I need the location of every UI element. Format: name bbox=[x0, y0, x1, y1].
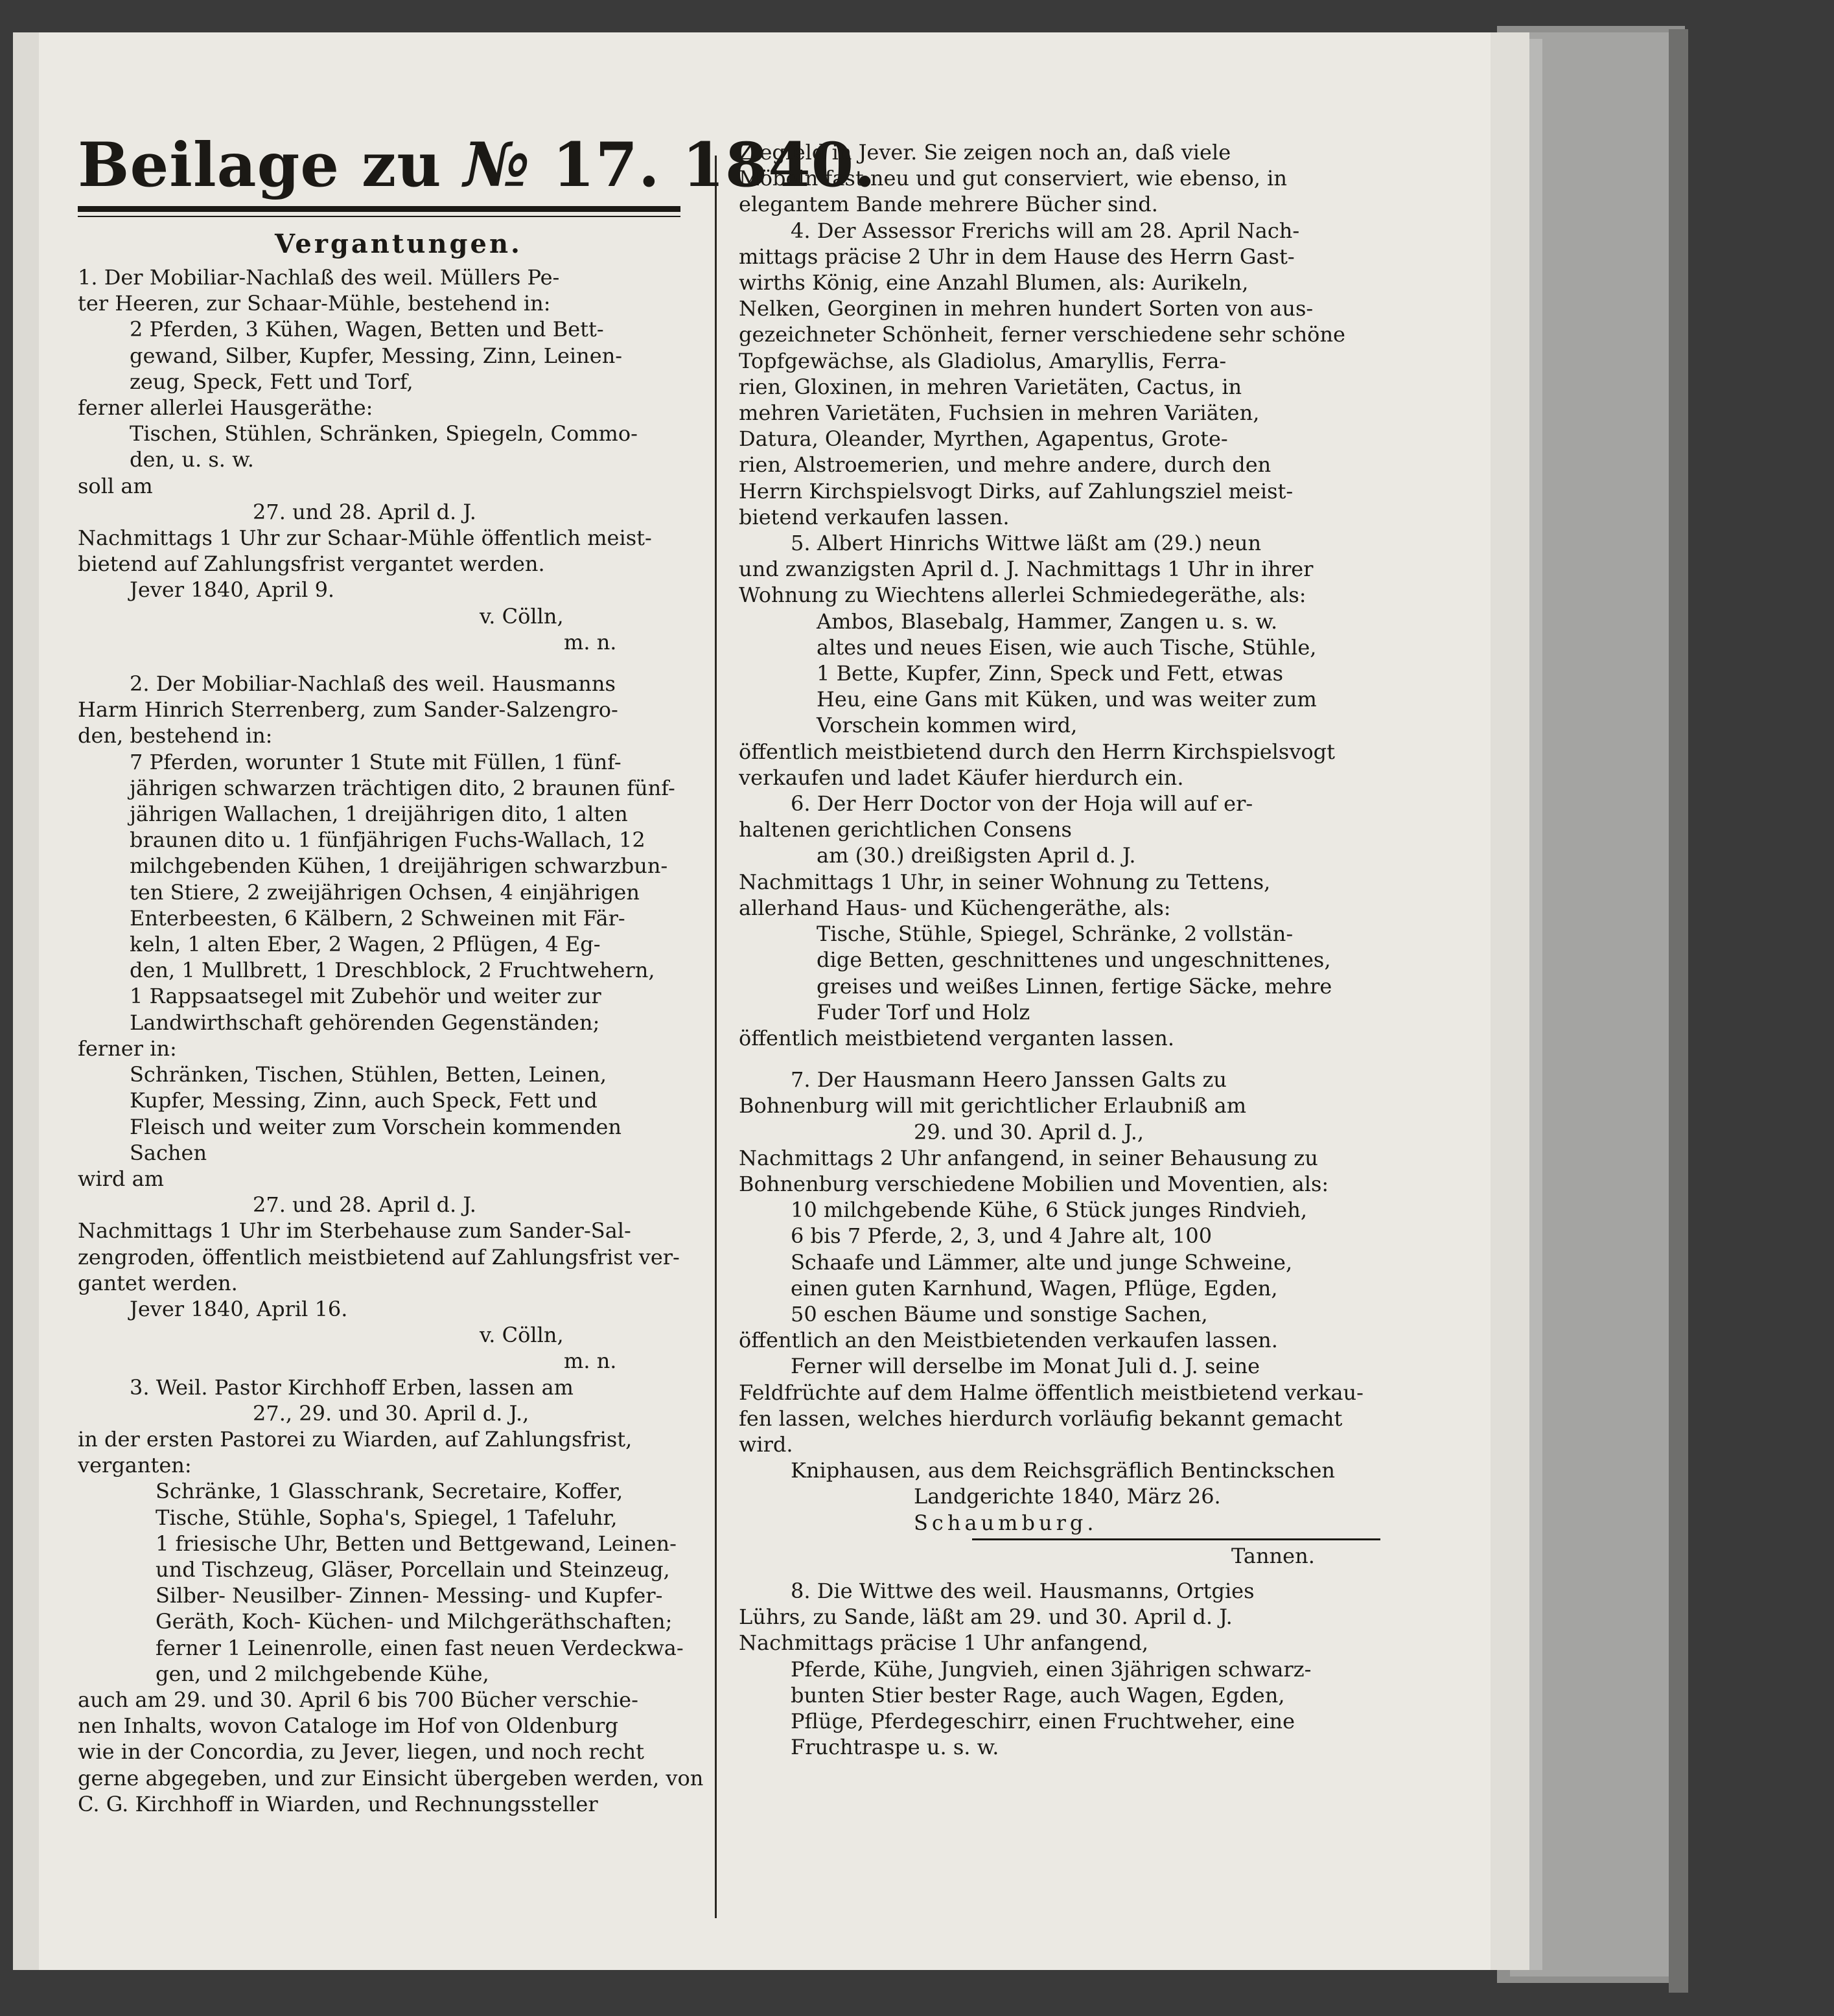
text-line: allerhand Haus- und Küchengeräthe, als: bbox=[739, 895, 1171, 920]
text-line: ferner in: bbox=[78, 1036, 177, 1061]
text-line: Ferner will derselbe im Monat Juli d. J. seine bbox=[791, 1354, 1260, 1379]
text-line: Schränke, 1 Glasschrank, Secretaire, Koffer, bbox=[156, 1479, 623, 1504]
text-line: Jever 1840, April 16. bbox=[130, 1296, 348, 1321]
text-line: 1 Bette, Kupfer, Zinn, Speck und Fett, etwas bbox=[817, 661, 1284, 686]
text-line: öffentlich an den Meistbietenden verkaufen lassen. bbox=[739, 1328, 1278, 1353]
text-line: 10 milchgebende Kühe, 6 Stück junges Rindvieh, bbox=[791, 1198, 1307, 1223]
text-line: und Tischzeug, Gläser, Porcellain und Steinzeug, bbox=[156, 1557, 670, 1582]
text-line: Feldfrüchte auf dem Halme öffentlich meistbietend verkau- bbox=[739, 1380, 1364, 1405]
text-line: v. Cölln, bbox=[480, 603, 564, 629]
text-line: den, 1 Mullbrett, 1 Dreschblock, 2 Fruchtwehern, bbox=[130, 958, 655, 983]
text-line: ferner allerlei Hausgeräthe: bbox=[78, 395, 373, 421]
text-line: Kniphausen, aus dem Reichsgräflich Bentinckschen bbox=[791, 1458, 1335, 1483]
text-line: mittags präcise 2 Uhr in dem Hause des Herrn Gast- bbox=[739, 244, 1295, 269]
text-line: Ziegfeld in Jever. Sie zeigen noch an, daß viele bbox=[739, 140, 1231, 165]
text-line: Wohnung zu Wiechtens allerlei Schmiedegeräthe, als: bbox=[739, 583, 1306, 608]
text-line: Tische, Stühle, Sopha's, Spiegel, 1 Tafeluhr, bbox=[156, 1505, 618, 1530]
closing-name: Tannen. bbox=[1231, 1543, 1315, 1568]
text-line: Ambos, Blasebalg, Hammer, Zangen u. s. w. bbox=[817, 608, 1278, 634]
text-line: Enterbeesten, 6 Kälbern, 2 Schweinen mit Fär- bbox=[130, 905, 625, 931]
text-line: haltenen gerichtlichen Consens bbox=[739, 817, 1072, 842]
text-line: Tischen, Stühlen, Schränken, Spiegeln, Commo- bbox=[130, 421, 638, 446]
text-line: braunen dito u. 1 fünfjährigen Fuchs-Wallach, 12 bbox=[130, 828, 645, 853]
text-line: Fruchtraspe u. s. w. bbox=[791, 1735, 999, 1760]
text-line: Geräth, Koch- Küchen- und Milchgeräthschaften; bbox=[156, 1609, 673, 1634]
text-line: rien, Alstroemerien, und mehre andere, durch den bbox=[739, 452, 1271, 478]
text-line: auch am 29. und 30. April 6 bis 700 Bücher verschie- bbox=[78, 1687, 638, 1712]
text-line: rien, Gloxinen, in mehren Varietäten, Cactus, in bbox=[739, 374, 1242, 399]
text-line: 3. Weil. Pastor Kirchhoff Erben, lassen am bbox=[130, 1374, 574, 1400]
text-line: Lührs, zu Sande, läßt am 29. und 30. April d. J. bbox=[739, 1605, 1233, 1630]
text-line: Sachen bbox=[130, 1140, 207, 1165]
text-line: öffentlich meistbietend verganten lassen. bbox=[739, 1025, 1175, 1050]
text-line: 7 Pferden, worunter 1 Stute mit Füllen, 1 fünf- bbox=[130, 749, 621, 774]
text-line: C. G. Kirchhoff in Wiarden, und Rechnungssteller bbox=[78, 1791, 598, 1816]
text-line: Herrn Kirchspielsvogt Dirks, auf Zahlungsziel meist- bbox=[739, 478, 1294, 504]
text-line: 6 bis 7 Pferde, 2, 3, und 4 Jahre alt, 100 bbox=[791, 1223, 1213, 1249]
notice-8-text bbox=[739, 1578, 1413, 1760]
title-prefix: Beilage zu bbox=[78, 130, 442, 201]
text-line: nen Inhalts, wovon Cataloge im Hof von Oldenburg bbox=[78, 1713, 618, 1739]
text-line: ter Heeren, zur Schaar-Mühle, bestehend in: bbox=[78, 291, 551, 316]
text-line: Harm Hinrich Sterrenberg, zum Sander-Salzengro- bbox=[78, 697, 618, 723]
text-line: Fleisch und weiter zum Vorschein kommenden bbox=[130, 1114, 621, 1139]
text-line: Nachmittags 2 Uhr anfangend, in seiner Behausung zu bbox=[739, 1145, 1318, 1170]
text-line: bietend auf Zahlungsfrist vergantet werden. bbox=[78, 551, 545, 577]
text-line: m. n. bbox=[564, 1349, 617, 1374]
text-line: bunten Stier bester Rage, auch Wagen, Egden, bbox=[791, 1682, 1285, 1708]
text-line: 1 Rappsaatsegel mit Zubehör und weiter zur bbox=[130, 984, 601, 1009]
text-line: ferner 1 Leinenrolle, einen fast neuen Verdeckwa- bbox=[156, 1635, 684, 1660]
text-line: 1. Der Mobiliar-Nachlaß des weil. Müllers Pe- bbox=[78, 265, 560, 290]
text-line: wird. bbox=[739, 1431, 793, 1457]
issue-year: 1840. bbox=[682, 130, 876, 201]
text-line: bietend verkaufen lassen. bbox=[739, 504, 1010, 529]
text-line: verkaufen und ladet Käufer hierdurch ein. bbox=[739, 765, 1184, 790]
text-line: den, bestehend in: bbox=[78, 723, 273, 748]
right-column bbox=[739, 139, 1413, 1760]
text-line: Nachmittags 1 Uhr im Sterbehause zum Sander-Sal- bbox=[78, 1218, 631, 1244]
text-line: 5. Albert Hinrichs Wittwe läßt am (29.) neun bbox=[791, 531, 1262, 556]
text-line: 27. und 28. April d. J. bbox=[253, 1192, 476, 1218]
text-line: Schaafe und Lämmer, alte und junge Schweine, bbox=[791, 1249, 1293, 1275]
text-line: mehren Varietäten, Fuchsien in mehren Variäten, bbox=[739, 400, 1260, 426]
text-line: 8. Die Wittwe des weil. Hausmanns, Ortgies bbox=[791, 1578, 1255, 1603]
text-line: greises und weißes Linnen, fertige Säcke, mehre bbox=[817, 973, 1332, 999]
text-line: Schaumburg. bbox=[914, 1510, 1098, 1535]
text-line: öffentlich meistbietend durch den Herrn Kirchspielsvogt bbox=[739, 739, 1335, 764]
text-line: Nachmittags präcise 1 Uhr anfangend, bbox=[739, 1630, 1149, 1656]
text-line: jährigen schwarzen trächtigen dito, 2 braunen fünf- bbox=[130, 775, 675, 800]
text-line: gerne abgegeben, und zur Einsicht übergeben werden, von bbox=[78, 1765, 704, 1790]
text-line: verganten: bbox=[78, 1453, 192, 1478]
text-line: Bohnenburg will mit gerichtlicher Erlaubniß am bbox=[739, 1093, 1247, 1118]
text-line: 29. und 30. April d. J., bbox=[914, 1119, 1144, 1144]
text-line: den, u. s. w. bbox=[130, 447, 254, 472]
text-line: gantet werden. bbox=[78, 1270, 238, 1295]
text-line: elegantem Bande mehrere Bücher sind. bbox=[739, 192, 1158, 217]
text-line: Pflüge, Pferdegeschirr, einen Fruchtweher, eine bbox=[791, 1708, 1295, 1733]
text-line: jährigen Wallachen, 1 dreijährigen dito, 1 alten bbox=[130, 802, 628, 827]
right-column-text bbox=[739, 139, 1413, 1536]
text-line: dige Betten, geschnittenes und ungeschnittenes, bbox=[817, 947, 1331, 973]
text-line: zeug, Speck, Fett und Torf, bbox=[130, 369, 413, 394]
text-line: 27., 29. und 30. April d. J., bbox=[253, 1400, 529, 1426]
text-line: Landwirthschaft gehörenden Gegenständen; bbox=[130, 1010, 600, 1035]
text-line: fen lassen, welches hierdurch vorläufig bekannt gemacht bbox=[739, 1406, 1343, 1431]
text-line: Nachmittags 1 Uhr zur Schaar-Mühle öffentlich meist- bbox=[78, 526, 652, 551]
text-line: Pferde, Kühe, Jungvieh, einen 3jährigen schwarz- bbox=[791, 1656, 1312, 1682]
text-line: Möbeln fast neu und gut conserviert, wie ebenso, in bbox=[739, 166, 1287, 191]
text-line: keln, 1 alten Eber, 2 Wagen, 2 Pflügen, 4 Eg- bbox=[130, 932, 601, 957]
text-line: 4. Der Assessor Frerichs will am 28. April Nach- bbox=[791, 218, 1300, 243]
text-line: 7. Der Hausmann Heero Janssen Galts zu bbox=[791, 1067, 1227, 1093]
text-line: gewand, Silber, Kupfer, Messing, Zinn, Leinen- bbox=[130, 343, 623, 368]
text-line: in der ersten Pastorei zu Wiarden, auf Zahlungsfrist, bbox=[78, 1426, 633, 1452]
text-line: 27. und 28. April d. J. bbox=[253, 499, 476, 524]
text-line bbox=[78, 655, 719, 671]
newspaper-page bbox=[13, 32, 1529, 1970]
text-line: Nelken, Georginen in mehren hundert Sorten von aus- bbox=[739, 296, 1314, 321]
text-line: 2. Der Mobiliar-Nachlaß des weil. Hausmanns bbox=[130, 671, 616, 697]
text-line: Fuder Torf und Holz bbox=[817, 999, 1030, 1025]
page-title bbox=[78, 130, 876, 201]
text-line: Silber- Neusilber- Zinnen- Messing- und Kupfer- bbox=[156, 1583, 663, 1608]
text-line: Nachmittags 1 Uhr, in seiner Wohnung zu Tettens, bbox=[739, 869, 1271, 894]
text-line: wird am bbox=[78, 1166, 164, 1191]
section-heading: Vergantungen. bbox=[275, 229, 522, 259]
text-line: Bohnenburg verschiedene Mobilien und Moventien, als: bbox=[739, 1171, 1329, 1196]
text-line: milchgebenden Kühen, 1 dreijährigen schwarzbun- bbox=[130, 853, 668, 879]
text-line: Landgerichte 1840, März 26. bbox=[914, 1484, 1221, 1509]
title-thin-rule bbox=[78, 216, 680, 217]
text-line: gezeichneter Schönheit, ferner verschiedene sehr schöne bbox=[739, 322, 1345, 347]
text-line: ten Stiere, 2 zweijährigen Ochsen, 4 einjährigen bbox=[130, 879, 640, 905]
left-column-text bbox=[78, 264, 719, 1817]
text-line: gen, und 2 milchgebende Kühe, bbox=[156, 1661, 489, 1686]
text-line: zengroden, öffentlich meistbietend auf Zahlungsfrist ver- bbox=[78, 1244, 680, 1269]
text-line: Kupfer, Messing, Zinn, auch Speck, Fett und bbox=[130, 1088, 598, 1113]
issue-number: 17. bbox=[552, 130, 660, 201]
text-line: Tische, Stühle, Spiegel, Schränke, 2 vollstän- bbox=[817, 921, 1294, 947]
text-line: wirths König, eine Anzahl Blumen, als: Aurikeln, bbox=[739, 270, 1249, 295]
text-line: 2 Pferden, 3 Kühen, Wagen, Betten und Bett- bbox=[130, 317, 604, 342]
text-line bbox=[739, 1051, 1413, 1067]
text-line: Jever 1840, April 9. bbox=[130, 577, 335, 603]
title-thick-rule bbox=[78, 206, 680, 212]
text-line: altes und neues Eisen, wie auch Tische, Stühle, bbox=[817, 634, 1317, 660]
text-line: einen guten Karnhund, Wagen, Pflüge, Egden, bbox=[791, 1275, 1278, 1301]
signature-rule bbox=[972, 1538, 1380, 1540]
text-line: Datura, Oleander, Myrthen, Agapentus, Grote- bbox=[739, 426, 1228, 452]
text-line: und zwanzigsten April d. J. Nachmittags 1 Uhr in ihrer bbox=[739, 557, 1314, 582]
text-line: 1 friesische Uhr, Betten und Bettgewand, Leinen- bbox=[156, 1531, 677, 1556]
text-line: Heu, eine Gans mit Küken, und was weiter zum bbox=[817, 687, 1317, 712]
text-line: am (30.) dreißigsten April d. J. bbox=[817, 843, 1136, 868]
text-line: Schränken, Tischen, Stühlen, Betten, Leinen, bbox=[130, 1062, 607, 1087]
text-line: v. Cölln, bbox=[480, 1323, 564, 1348]
text-line: soll am bbox=[78, 473, 153, 498]
text-line: m. n. bbox=[564, 629, 617, 655]
text-line: Topfgewächse, als Gladiolus, Amaryllis, Ferra- bbox=[739, 348, 1227, 373]
text-line: 6. Der Herr Doctor von der Hoja will auf er- bbox=[791, 791, 1253, 817]
text-line: wie in der Concordia, zu Jever, liegen, und noch recht bbox=[78, 1739, 645, 1765]
number-sign: № bbox=[463, 130, 531, 201]
text-line: 50 eschen Bäume und sonstige Sachen, bbox=[791, 1301, 1208, 1327]
text-line: Vorschein kommen wird, bbox=[817, 713, 1078, 738]
